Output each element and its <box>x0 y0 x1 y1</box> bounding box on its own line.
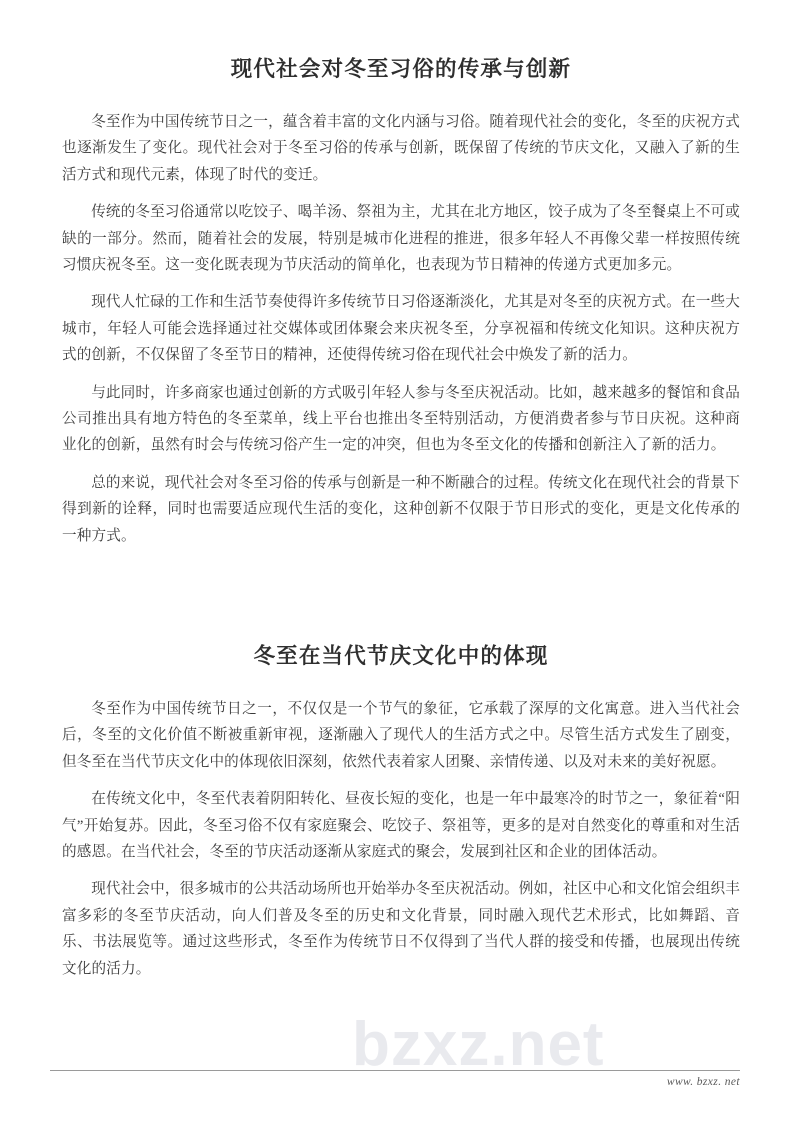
paragraph: 现代社会中，很多城市的公共活动场所也开始举办冬至庆祝活动。例如，社区中心和文化馆会组织丰富多彩的冬至节庆活动，向人们普及冬至的历史和文化背景，同时融入现代艺术形式，比如舞蹈、音乐、书法展览等。通过这些形式，冬至作为传统节日不仅得到了当代人群的接受和传播，也展现出传统文化的活力。 <box>62 881 740 977</box>
section-one-body <box>62 84 740 549</box>
paragraph: 现代人忙碌的工作和生活节奏使得许多传统节日习俗逐渐淡化，尤其是对冬至的庆祝方式。在一些大城市，年轻人可能会选择通过社交媒体或团体聚会来庆祝冬至，分享祝福和传统文化知识。这种庆祝方式的创新，不仅保留了冬至节日的精神，还使得传统习俗在现代社会中焕发了新的活力。 <box>62 294 740 364</box>
page-footer <box>50 1070 740 1088</box>
paragraph: 冬至作为中国传统节日之一，蕴含着丰富的文化内涵与习俗。随着现代社会的变化，冬至的庆祝方式也逐渐发生了变化。现代社会对于冬至习俗的传承与创新，既保留了传统的节庆文化，又融入了新的生活方式和现代元素，体现了时代的变迁。 <box>62 113 740 183</box>
paragraph: 冬至作为中国传统节日之一，不仅仅是一个节气的象征，它承载了深厚的文化寓意。进入当代社会后，冬至的文化价值不断被重新审视，逐渐融入了现代人的生活方式之中。尽管生活方式发生了剧变，但冬至在当代节庆文化中的体现依旧深刻，依然代表着家人团聚、亲情传递、以及对未来的美好祝愿。 <box>62 700 740 770</box>
section-divider-space <box>62 549 740 643</box>
section-two-body <box>62 671 740 982</box>
paragraph: 传统的冬至习俗通常以吃饺子、喝羊汤、祭祖为主，尤其在北方地区，饺子成为了冬至餐桌上不可或缺的一部分。然而，随着社会的发展，特别是城市化进程的推进，很多年轻人不再像父辈一样按照传统习惯庆祝冬至。这一变化既表现为节庆活动的简单化，也表现为节日精神的传递方式更加多元。 <box>62 204 740 273</box>
footer-site-url: www. bzxz. net <box>666 1076 740 1088</box>
footer-divider <box>50 1070 740 1071</box>
paragraph: 在传统文化中，冬至代表着阴阳转化、昼夜长短的变化，也是一年中最寒冷的时节之一，象征着“阳气”开始复苏。因此，冬至习俗不仅有家庭聚会、吃饺子、祭祖等，更多的是对自然变化的尊重和对生活的感恩。在当代社会，冬至的节庆活动逐渐从家庭式的聚会，发展到社区和企业的团体活动。 <box>62 791 740 860</box>
paragraph: 与此同时，许多商家也通过创新的方式吸引年轻人参与冬至庆祝活动。比如，越来越多的餐馆和食品公司推出具有地方特色的冬至菜单，线上平台也推出冬至特别活动，方便消费者参与节日庆祝。这种商业化的创新，虽然有时会与传统习俗产生一定的冲突，但也为冬至文化的传播和创新注入了新的活力。 <box>62 384 740 454</box>
document-title: 现代社会对冬至习俗的传承与创新 <box>230 57 572 81</box>
site-watermark: bzxz.net <box>352 1010 605 1079</box>
section-two-title: 冬至在当代节庆文化中的体现 <box>253 644 549 669</box>
paragraph: 总的来说，现代社会对冬至习俗的传承与创新是一种不断融合的过程。传统文化在现代社会的背景下得到新的诠释，同时也需要适应现代生活的变化，这种创新不仅限于节日形式的变化，更是文化传承的一种方式。 <box>62 474 740 544</box>
